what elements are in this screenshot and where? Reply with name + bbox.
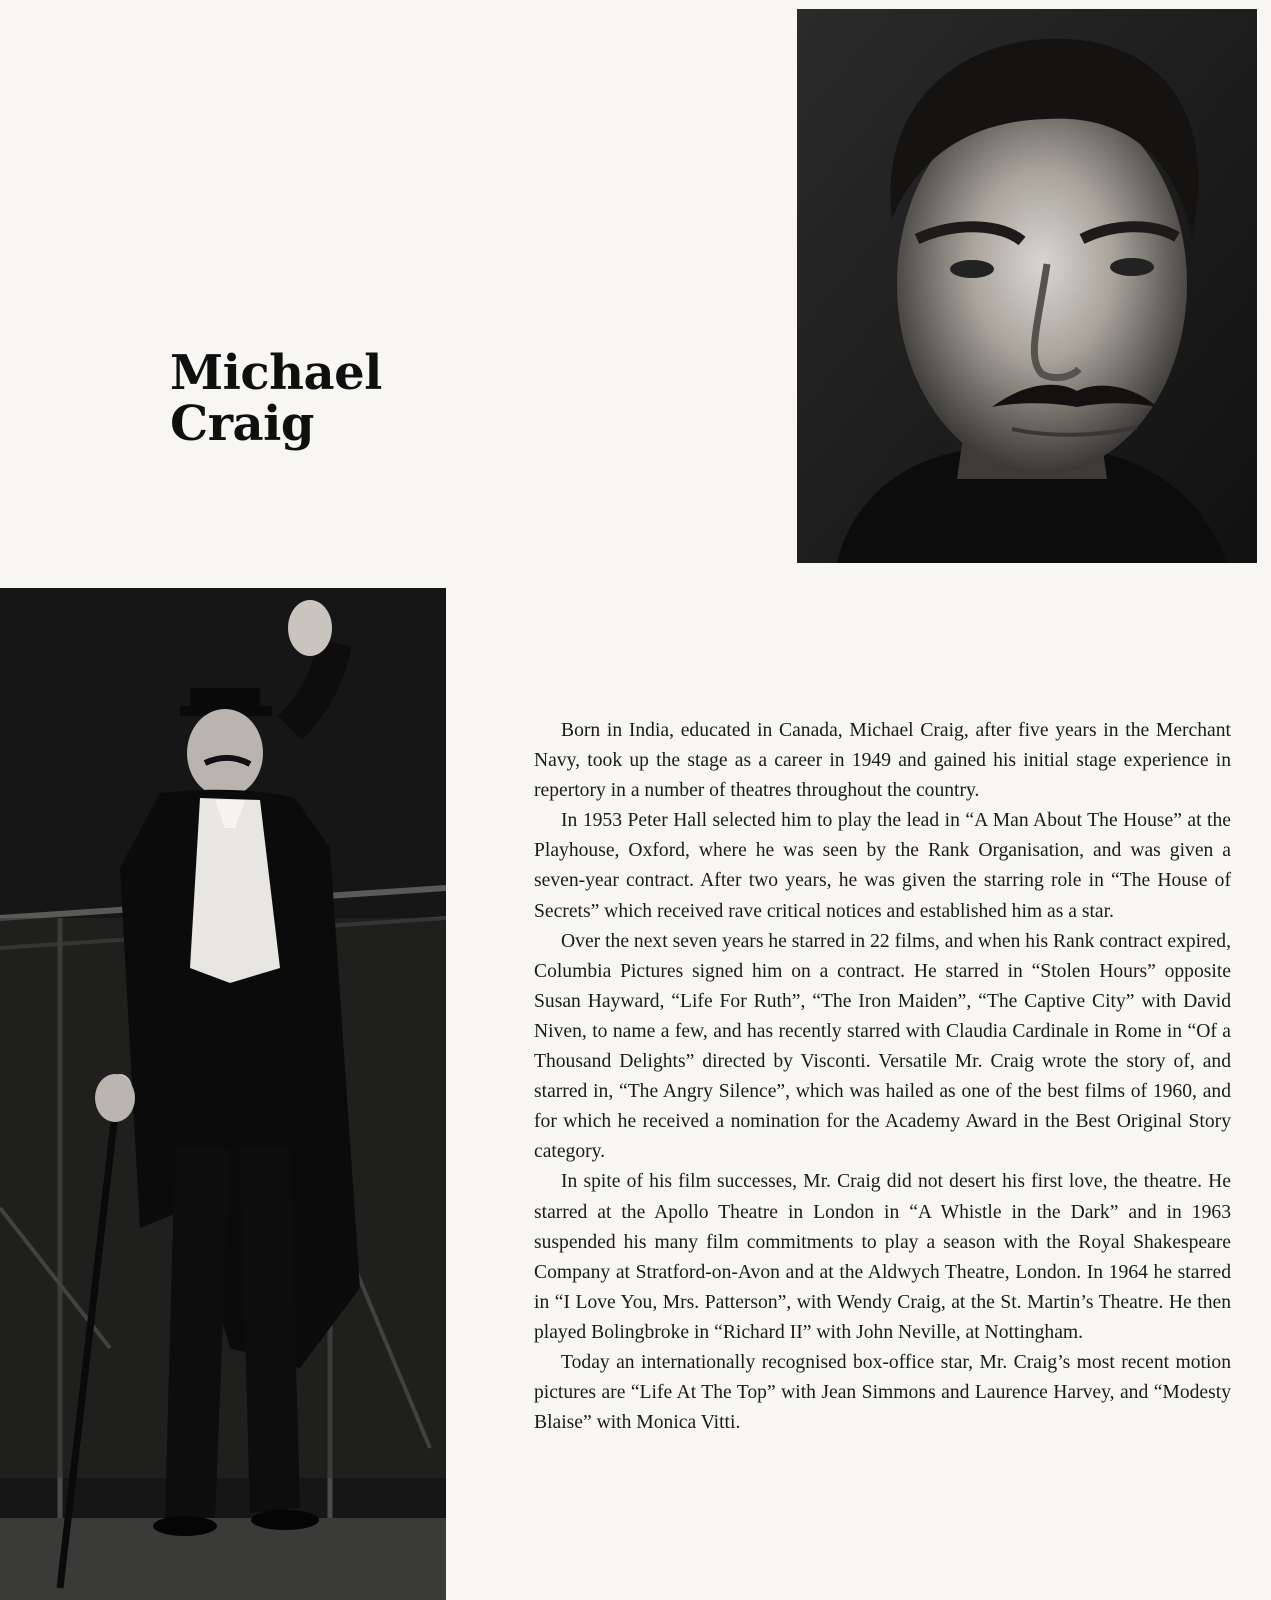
page-title [170, 345, 382, 452]
bio-paragraph: In spite of his film successes, Mr. Craig did not desert his first love, the theatre. He starred at the Apollo Theatre in London in “A Whistle in the Dark” and in 1963 suspended his many film commitments to play a season with the Royal Shakespeare Company at Stratford-on-Avon and at the Aldwych Theatre, London. In 1964 he starred in “I Love You, Mrs. Patterson”, with Wendy Craig, at the St. Martin’s Theatre. He then played Bolingbroke in “Richard II” with John Neville, at Nottingham. [534, 1171, 1231, 1343]
bio-paragraph: Over the next seven years he starred in 22 films, and when his Rank contract expired, Columbia Pictures signed him on a contract. He starred in “Stolen Hours” opposite Susan Hayward, “Life For Ruth”, “The Iron Maiden”, “The Captive City” with David Niven, to name a few, and has recently starred with Claudia Cardinale in Rome in “Of a Thousand Delights” directed by Visconti. Versatile Mr. Craig wrote the story of, and starred in, “The Angry Silence”, which was hailed as one of the best films of 1960, and for which he received a nomination for the Academy Award in the Best Original Story category. [534, 930, 1231, 1163]
stage-photo-icon [0, 588, 446, 1600]
portrait-photo [797, 9, 1257, 563]
bio-paragraph: Today an internationally recognised box-office star, Mr. Craig’s most recent motion pictures are “Life At The Top” with Jean Simmons and Laurence Harvey, and “Modesty Blaise” with Monica Vitti. [534, 1351, 1231, 1434]
bio-paragraph: Born in India, educated in Canada, Michael Craig, after five years in the Merchant Navy, took up the stage as a career in 1949 and gained his initial stage experience in repertory in a number of theatres throughout the country. [534, 720, 1231, 802]
title-last-name: Craig [170, 396, 314, 452]
biography-text [534, 716, 1231, 1438]
stage-photo [0, 588, 446, 1600]
title-first-name: Michael [170, 345, 382, 401]
bio-paragraph: In 1953 Peter Hall selected him to play the lead in “A Man About The House” at the Playhouse, Oxford, where he was seen by the Rank Organisation, and was given a seven-year contract. After two years, he was given the starring role in “The House of Secrets” which received rave critical notices and established him as a star. [534, 810, 1231, 922]
portrait-photo-icon [797, 9, 1257, 563]
